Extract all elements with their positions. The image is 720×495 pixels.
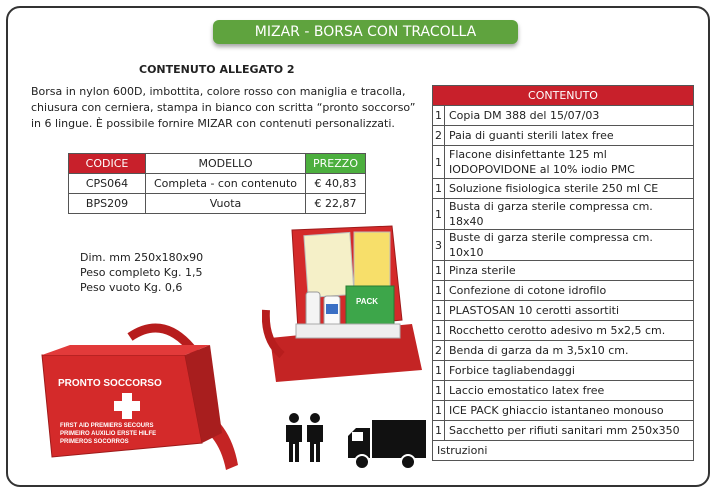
qty-cell: 1 [433, 361, 445, 381]
contents-footer-row [433, 441, 694, 461]
table-row [433, 381, 694, 401]
cross-horizontal [114, 401, 140, 411]
ice-pack-label: PACK [356, 297, 379, 306]
model-header: MODELLO [146, 154, 306, 174]
qty-cell: 1 [433, 199, 445, 230]
dimensions-line: Peso vuoto Kg. 0,6 [80, 281, 183, 294]
instructions-cell: Istruzioni [433, 441, 694, 461]
item-cell: Rocchetto cerotto adesivo m 5x2,5 cm. [445, 321, 694, 341]
qty-cell: 1 [433, 281, 445, 301]
item-cell: Soluzione fisiologica sterile 250 ml CE [445, 179, 694, 199]
item-cell [445, 146, 694, 179]
qty-cell: 1 [433, 261, 445, 281]
item-cell: Copia DM 388 del 15/07/03 [445, 106, 694, 126]
item-cell: Buste di garza sterile compressa cm. 10x10 [445, 230, 694, 261]
qty-cell: 1 [433, 106, 445, 126]
description-line: chiusura con cerniera, stampa in bianco con scritta “pronto soccorso” [31, 101, 416, 114]
code-cell: BPS209 [69, 194, 146, 214]
product-description [31, 84, 416, 132]
bag-print-title: PRONTO SOCCORSO [58, 378, 162, 389]
table-row [433, 146, 694, 179]
item-cell: PLASTOSAN 10 cerotti assortiti [445, 301, 694, 321]
item-cell: Laccio emostatico latex free [445, 381, 694, 401]
table-row [433, 361, 694, 381]
price-header: PREZZO [306, 154, 366, 174]
ice-pack [346, 286, 394, 328]
table-row [433, 126, 694, 146]
qty-cell: 3 [433, 230, 445, 261]
description-line: Borsa in nylon 600D, imbottita, colore rosso con maniglia e tracolla, [31, 85, 406, 98]
bag-top [42, 345, 210, 355]
bottle-label [326, 304, 338, 314]
price-table [68, 153, 366, 214]
price-cell: € 40,83 [306, 174, 366, 194]
item-cell: Pinza sterile [445, 261, 694, 281]
bag-print-line: PRIMEROS SOCORROS [60, 439, 129, 445]
dimensions-line: Dim. mm 250x180x90 [80, 251, 204, 264]
qty-cell: 1 [433, 381, 445, 401]
bag-print-line: FIRST AID PREMIERS SECOURS [60, 423, 154, 429]
item-cell: Forbice tagliabendaggi [445, 361, 694, 381]
table-row [433, 106, 694, 126]
table-row [433, 261, 694, 281]
qty-cell: 1 [433, 421, 445, 441]
item-text-line: IODOPOVIDONE al 10% iodio PMC [449, 163, 635, 176]
page-title: MIZAR - BORSA CON TRACOLLA [213, 20, 518, 44]
item-cell: Confezione di cotone idrofilo [445, 281, 694, 301]
contents-header: CONTENUTO [433, 86, 694, 106]
table-row [433, 401, 694, 421]
price-cell: € 22,87 [306, 194, 366, 214]
bag-print-line: PRIMEIRO AUXILIO ERSTE HILFE [60, 431, 157, 437]
table-row [433, 230, 694, 261]
people-icon [283, 412, 327, 464]
model-cell: Vuota [146, 194, 306, 214]
qty-cell: 1 [433, 301, 445, 321]
item-cell: Paia di guanti sterili latex free [445, 126, 694, 146]
gauze-packs [296, 324, 400, 338]
item-text-line: Flacone disinfettante 125 ml [449, 148, 607, 161]
item-cell: ICE PACK ghiaccio istantaneo monouso [445, 401, 694, 421]
item-cell: Sacchetto per rifiuti sanitari mm 250x350 [445, 421, 694, 441]
table-row [433, 199, 694, 230]
qty-cell: 1 [433, 401, 445, 421]
contents-table [432, 85, 694, 461]
table-row [433, 281, 694, 301]
contents-subtitle: CONTENUTO ALLEGATO 2 [139, 63, 295, 76]
qty-cell: 2 [433, 126, 445, 146]
dimensions-block [80, 250, 203, 295]
table-row [433, 321, 694, 341]
open-bag-image [262, 220, 427, 385]
table-row [433, 301, 694, 321]
bag-strap [266, 310, 282, 355]
table-row [69, 194, 366, 214]
model-cell: Completa - con contenuto [146, 174, 306, 194]
table-row [433, 341, 694, 361]
contents-header-row [433, 86, 694, 106]
item-cell: Busta di garza sterile compressa cm. 18x40 [445, 199, 694, 230]
code-cell: CPS064 [69, 174, 146, 194]
dimensions-line: Peso completo Kg. 1,5 [80, 266, 203, 279]
item-cell: Benda di garza da m 3,5x10 cm. [445, 341, 694, 361]
qty-cell: 2 [433, 341, 445, 361]
table-row [433, 179, 694, 199]
code-header: CODICE [69, 154, 146, 174]
closed-bag-image [30, 315, 255, 480]
qty-cell: 1 [433, 321, 445, 341]
table-row [69, 174, 366, 194]
truck-icon [346, 420, 428, 472]
qty-cell: 1 [433, 179, 445, 199]
description-line: in 6 lingue. È possibile fornire MIZAR con contenuti personalizzati. [31, 117, 395, 130]
price-table-header [69, 154, 366, 174]
table-row [433, 421, 694, 441]
qty-cell: 1 [433, 146, 445, 179]
